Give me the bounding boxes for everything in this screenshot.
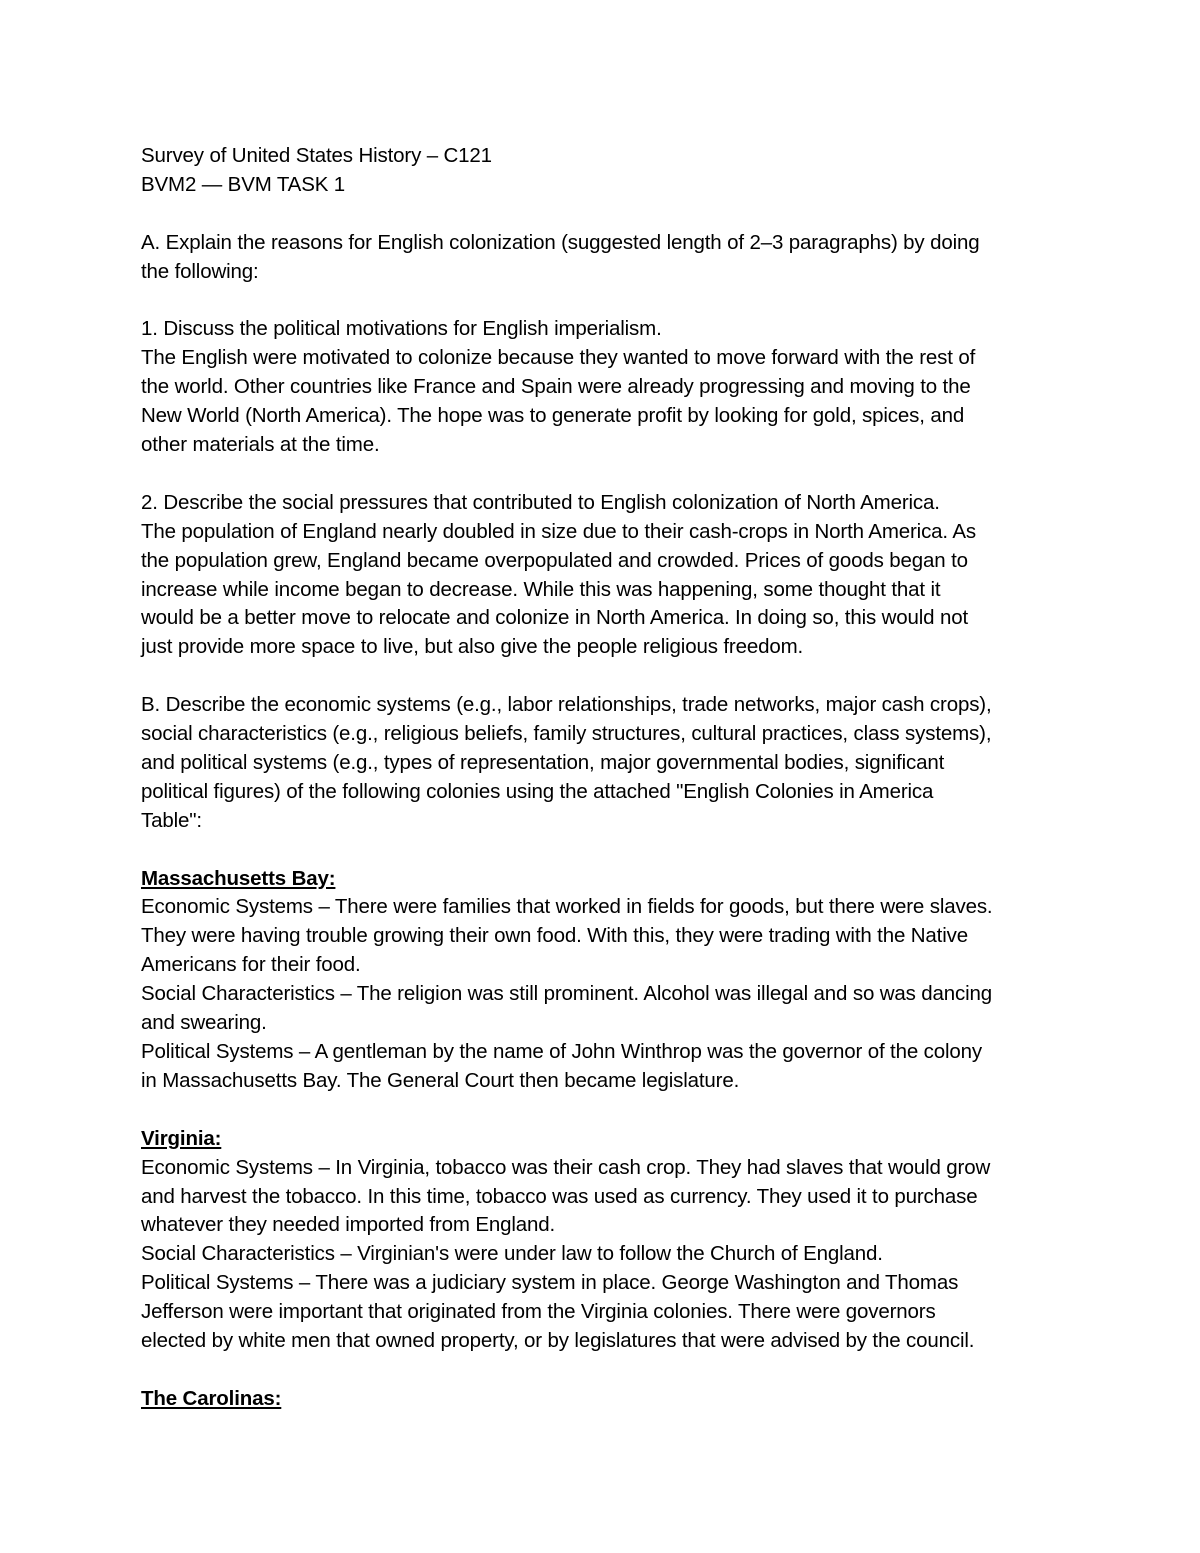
colony-line: Political Systems – A gentleman by the name of John Winthrop was the governor of the colony <box>141 1040 982 1064</box>
part-b-prompt <box>141 691 1061 836</box>
spacer <box>141 1356 1061 1385</box>
colony-line: and swearing. <box>141 1011 267 1035</box>
colony-line: Economic Systems – In Virginia, tobacco was their cash crop. They had slaves that would grow <box>141 1155 991 1179</box>
colony-line: They were having trouble growing their own food. With this, they were trading with the Native <box>141 924 968 948</box>
colony-line: Americans for their food. <box>141 953 361 977</box>
colony-heading: Virginia: <box>141 1126 222 1150</box>
answer-line: The population of England nearly doubled in size due to their cash-crops in North America. As <box>141 519 977 543</box>
colony-massachusetts <box>141 865 1061 1096</box>
colony-line: Social Characteristics – Virginian's were under law to follow the Church of England. <box>141 1242 883 1266</box>
colony-line: Political Systems – There was a judiciary system in place. George Washington and Thomas <box>141 1271 959 1295</box>
answer-line: increase while income began to decrease. While this was happening, some thought that it <box>141 577 941 601</box>
colony-line: in Massachusetts Bay. The General Court then became legislature. <box>141 1068 740 1092</box>
colony-line: elected by white men that owned property, or by legislatures that were advised by the council. <box>141 1329 975 1353</box>
spacer <box>141 460 1061 489</box>
answer-line: would be a better move to relocate and colonize in North America. In doing so, this would not <box>141 606 969 630</box>
prompt-line: Table": <box>141 808 202 832</box>
colony-line: Economic Systems – There were families that worked in fields for goods, but there were slaves. <box>141 895 993 919</box>
task-title: BVM2 — BVM TASK 1 <box>141 172 346 196</box>
part-a-prompt <box>141 229 1061 287</box>
colony-virginia <box>141 1125 1061 1356</box>
question-1: 1. Discuss the political motivations for English imperialism. <box>141 317 662 341</box>
colony-heading: The Carolinas: <box>141 1386 282 1410</box>
question-2: 2. Describe the social pressures that contributed to English colonization of North America. <box>141 490 940 514</box>
question-1-section <box>141 315 1061 460</box>
prompt-line: B. Describe the economic systems (e.g., labor relationships, trade networks, major cash crops), <box>141 693 992 717</box>
colony-carolinas <box>141 1385 1061 1414</box>
spacer <box>141 287 1061 316</box>
spacer <box>141 662 1061 691</box>
prompt-line: A. Explain the reasons for English colonization (suggested length of 2–3 paragraphs) by doing <box>141 230 980 254</box>
prompt-line: political figures) of the following colonies using the attached "English Colonies in America <box>141 779 934 803</box>
spacer <box>141 836 1061 865</box>
answer-line: New World (North America). The hope was to generate profit by looking for gold, spices, and <box>141 404 965 428</box>
prompt-line: social characteristics (e.g., religious beliefs, family structures, cultural practices, class systems), <box>141 722 992 746</box>
prompt-line: and political systems (e.g., types of representation, major governmental bodies, significant <box>141 750 945 774</box>
answer-line: the world. Other countries like France and Spain were already progressing and moving to the <box>141 375 971 399</box>
colony-line: Social Characteristics – The religion was still prominent. Alcohol was illegal and so was dancing <box>141 982 993 1006</box>
spacer <box>141 1096 1061 1125</box>
document-page <box>141 142 1061 1414</box>
answer-line: other materials at the time. <box>141 433 380 457</box>
colony-heading: Massachusetts Bay: <box>141 866 336 890</box>
colony-line: whatever they needed imported from England. <box>141 1213 556 1237</box>
colony-line: and harvest the tobacco. In this time, tobacco was used as currency. They used it to purchase <box>141 1184 978 1208</box>
spacer <box>141 200 1061 229</box>
answer-line: The English were motivated to colonize because they wanted to move forward with the rest of <box>141 346 976 370</box>
question-2-section <box>141 489 1061 662</box>
prompt-line: the following: <box>141 259 259 283</box>
answer-line: the population grew, England became overpopulated and crowded. Prices of goods began to <box>141 548 968 572</box>
course-title: Survey of United States History – C121 <box>141 144 492 167</box>
answer-line: just provide more space to live, but also give the people religious freedom. <box>141 635 804 659</box>
document-header <box>141 142 1061 200</box>
colony-line: Jefferson were important that originated from the Virginia colonies. There were governors <box>141 1300 936 1324</box>
